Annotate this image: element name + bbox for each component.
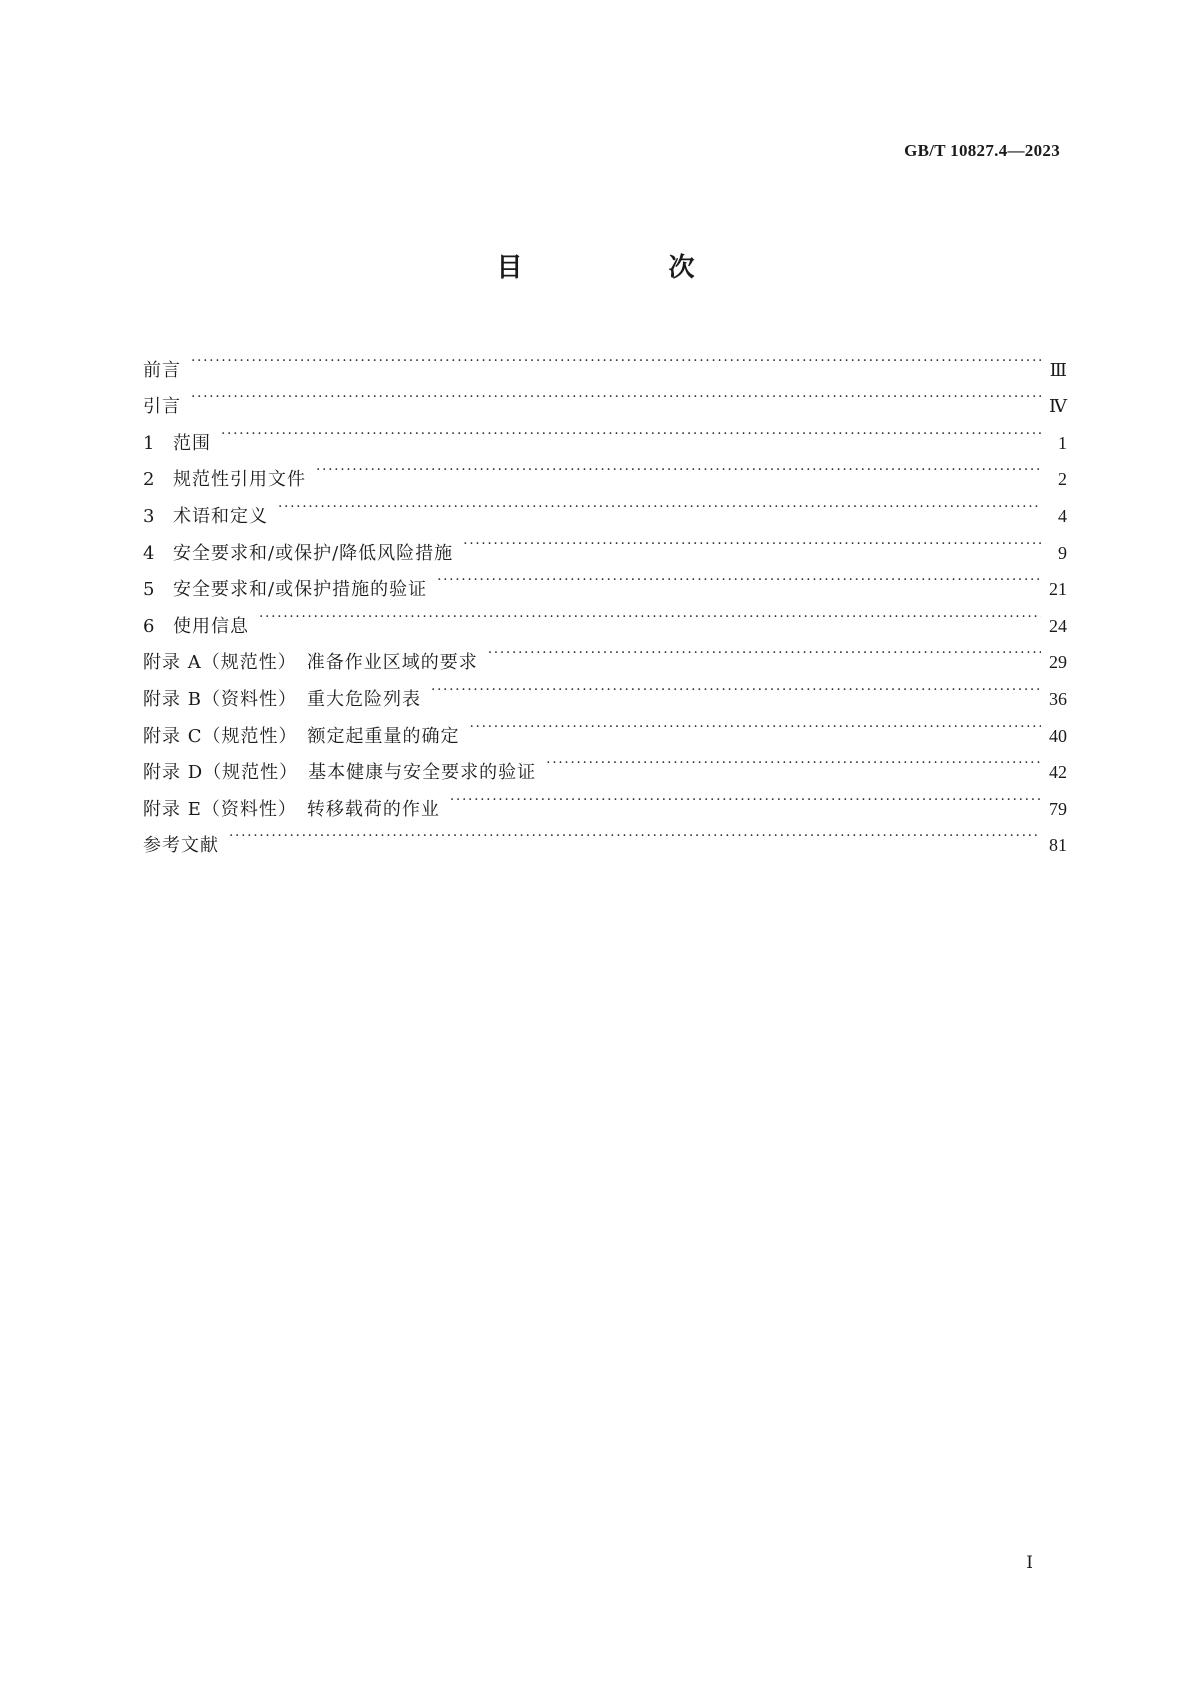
toc-leader-dots bbox=[191, 376, 1041, 413]
toc-entry-safety-requirements[interactable] bbox=[143, 522, 1067, 564]
toc-entry-label: 规范性引用文件 bbox=[173, 469, 306, 491]
toc-entry-page: 29 bbox=[1049, 652, 1067, 673]
toc-entry-label: 参考文献 bbox=[143, 835, 219, 857]
toc-entry-label: 使用信息 bbox=[173, 615, 249, 637]
toc-leader-dots bbox=[470, 705, 1042, 742]
toc-entry-label: 附录 A（规范性） 准备作业区域的要求 bbox=[143, 652, 478, 674]
toc-entry-foreword[interactable] bbox=[143, 339, 1067, 381]
toc-entry-introduction[interactable] bbox=[143, 376, 1067, 418]
toc-entry-label: 安全要求和/或保护/降低风险措施 bbox=[173, 542, 454, 564]
toc-entry-label: 术语和定义 bbox=[173, 505, 268, 527]
toc-entry-page: 42 bbox=[1049, 762, 1067, 783]
page-number: Ⅰ bbox=[1026, 1553, 1033, 1572]
toc-entry-number: 6 bbox=[143, 615, 155, 637]
page-title: 目 次 bbox=[496, 253, 755, 283]
toc-entry-number: 2 bbox=[143, 469, 155, 491]
toc-entry-page: 40 bbox=[1049, 725, 1067, 746]
toc-entry-label: 引言 bbox=[143, 396, 181, 418]
toc-leader-dots bbox=[191, 339, 1041, 376]
toc-entry-page: Ⅳ bbox=[1049, 396, 1067, 417]
toc-leader-dots bbox=[488, 632, 1041, 669]
toc-entry-page: 36 bbox=[1049, 688, 1067, 709]
toc-leader-dots bbox=[463, 522, 1041, 559]
standard-code: GB/T 10827.4—2023 bbox=[904, 141, 1060, 160]
toc-leader-dots bbox=[229, 815, 1041, 852]
toc-entry-normative-references[interactable] bbox=[143, 449, 1067, 491]
toc-entry-page: 9 bbox=[1058, 542, 1067, 563]
toc-leader-dots bbox=[437, 559, 1041, 596]
toc-entry-label: 附录 E（资料性） 转移载荷的作业 bbox=[143, 798, 440, 820]
toc-entry-number: 1 bbox=[143, 432, 155, 454]
toc-leader-dots bbox=[546, 742, 1041, 779]
toc-leader-dots bbox=[278, 485, 1041, 522]
toc-entry-annex-a[interactable] bbox=[143, 632, 1067, 674]
toc-entry-label: 范围 bbox=[173, 432, 211, 454]
toc-leader-dots bbox=[259, 595, 1041, 632]
toc-entry-number: 5 bbox=[143, 579, 155, 601]
toc-entry-page: 79 bbox=[1049, 798, 1067, 819]
toc-entry-page: 1 bbox=[1058, 432, 1067, 453]
toc-entry-number: 4 bbox=[143, 542, 155, 564]
toc-entry-label: 附录 B（资料性） 重大危险列表 bbox=[143, 688, 421, 710]
toc-entry-label: 附录 D（规范性） 基本健康与安全要求的验证 bbox=[143, 762, 537, 784]
toc-entry-label: 附录 C（规范性） 额定起重量的确定 bbox=[143, 725, 460, 747]
table-of-contents bbox=[143, 339, 1067, 857]
toc-entry-page: 21 bbox=[1049, 579, 1067, 600]
toc-entry-label: 前言 bbox=[143, 359, 181, 381]
toc-leader-dots bbox=[450, 778, 1041, 815]
toc-leader-dots bbox=[316, 449, 1041, 486]
toc-entry-number: 3 bbox=[143, 505, 155, 527]
toc-entry-page: 81 bbox=[1049, 835, 1067, 856]
toc-entry-label: 安全要求和/或保护措施的验证 bbox=[173, 579, 428, 601]
toc-entry-page: 4 bbox=[1058, 505, 1067, 526]
toc-entry-information-for-use[interactable] bbox=[143, 595, 1067, 637]
toc-entry-bibliography[interactable] bbox=[143, 815, 1067, 857]
toc-entry-page: 24 bbox=[1049, 615, 1067, 636]
toc-entry-scope[interactable] bbox=[143, 412, 1067, 454]
toc-entry-page: Ⅲ bbox=[1049, 359, 1067, 380]
toc-entry-page: 2 bbox=[1058, 469, 1067, 490]
toc-entry-terms-definitions[interactable] bbox=[143, 485, 1067, 527]
toc-leader-dots bbox=[221, 412, 1041, 449]
toc-leader-dots bbox=[431, 668, 1041, 705]
